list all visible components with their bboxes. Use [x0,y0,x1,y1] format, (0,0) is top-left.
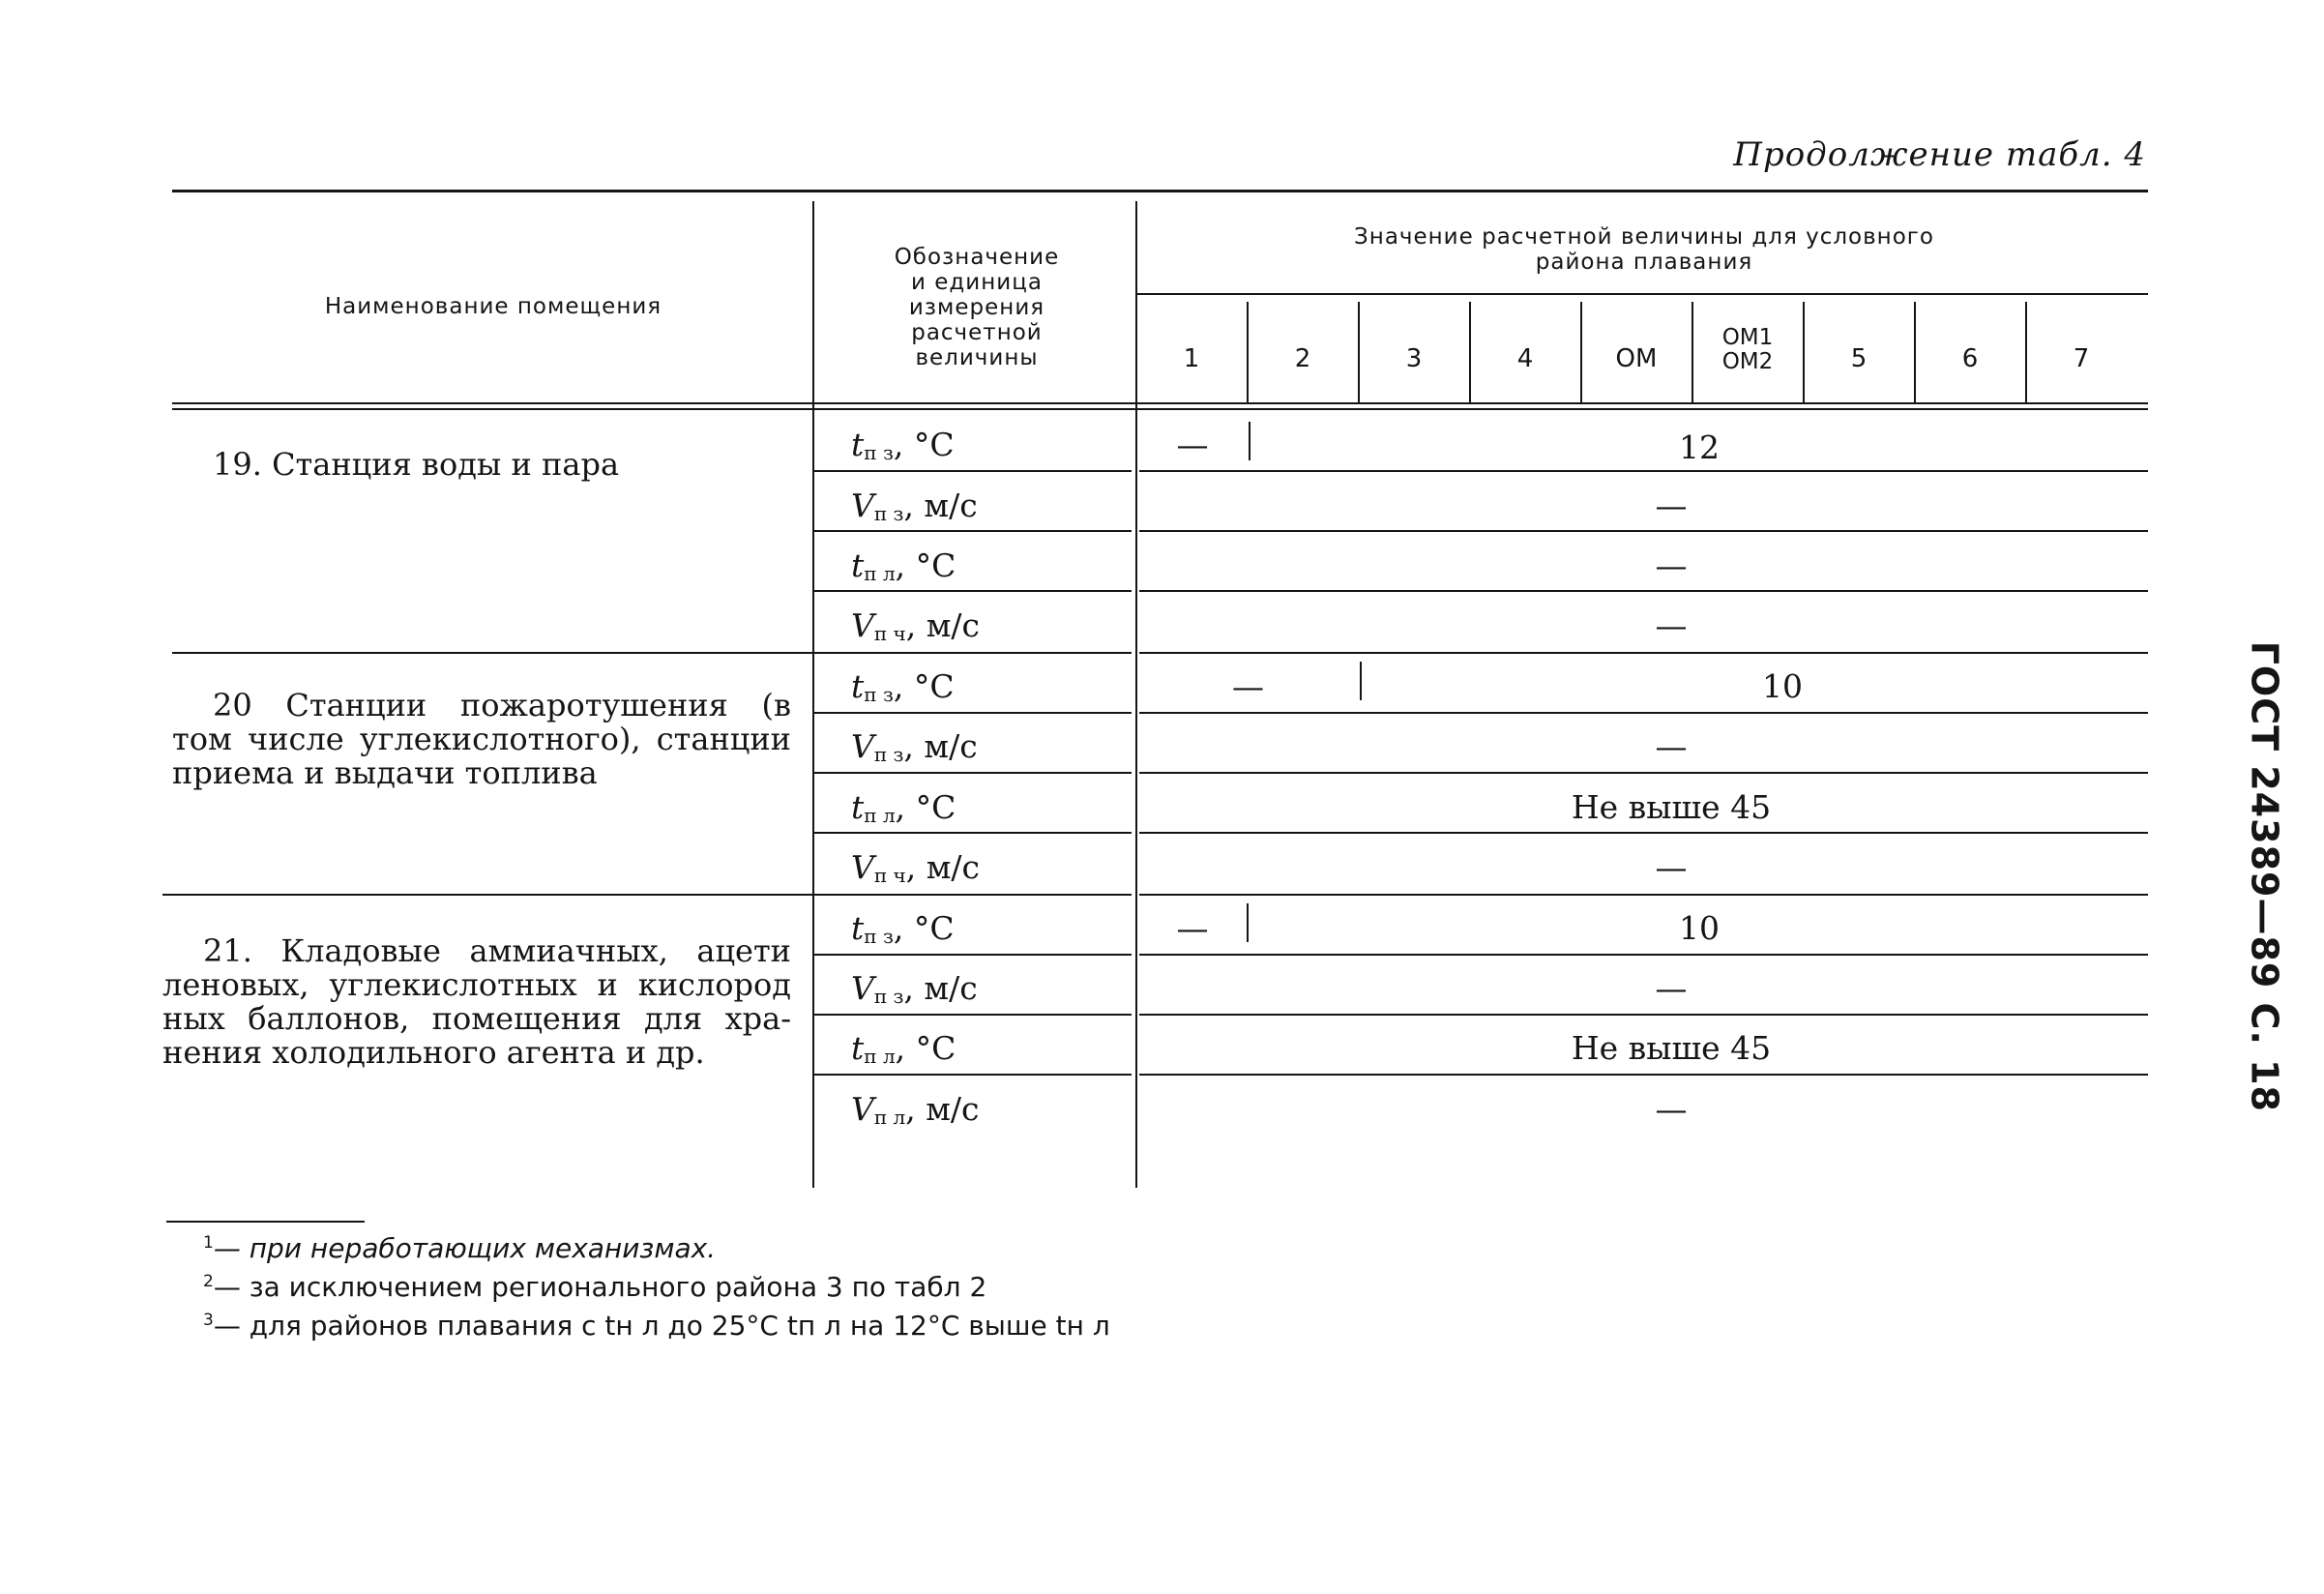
section-name-20 [172,689,791,790]
header-name: Наименование помещения [324,294,662,319]
row-rule [1139,652,2148,654]
header-value-group-line: района плавания [1535,250,1753,275]
row-symbol: $V_{п ч}$, м/с [851,606,981,645]
header-designation-line: расчетной [911,320,1043,345]
row-value: — [1655,848,1688,886]
row-value: — [1655,1090,1688,1128]
footnote: $^2$— за исключением регионального района 3 по табл 2 [203,1271,987,1303]
row-rule [814,1074,1132,1076]
row-rule [1139,832,2148,834]
row-value: — [1655,969,1688,1007]
col-divider-name [812,201,814,1188]
section-name-line: 20 Станции пожаротушения (в [213,687,791,723]
column-number [1692,326,1803,374]
row-rule [1139,772,2148,774]
row-rule [814,894,1132,896]
row-dash: — [1176,426,1209,463]
header-value-group [1141,224,2147,275]
column-number: 3 [1405,344,1423,373]
row-rule [1139,1014,2148,1016]
footnote-rule [166,1221,365,1223]
column-number: 7 [2073,344,2090,373]
row-value: 10 [1679,909,1720,947]
header-value-group-line: Значение расчетной величины для условного [1354,224,1934,250]
row-symbol: $t_{п л}$, °С [851,546,956,585]
row-rule [814,652,1132,654]
row-rule [814,530,1132,532]
section-name-19 [213,448,803,482]
row-value: 10 [1762,667,1803,705]
row-symbol: $V_{п з}$, м/с [851,487,978,525]
section-name-line: 19. Станция воды и пара [213,446,620,483]
section-name-line: ных баллонов, помещения для хра- [162,1000,791,1037]
row-rule [814,470,1132,472]
section-name-line: нения холодильного агента и др. [162,1034,705,1071]
header-bottom-rule-2 [172,408,2148,410]
row-rule [814,954,1132,956]
section-name-line: том числе углекислотного), станции [172,721,791,757]
row-rule [1139,894,2148,896]
header-designation [832,245,1122,370]
row-dash: — [1232,667,1264,705]
side-page-label: ГОСТ 24389—89 С. 18 [2243,640,2285,1112]
row-rule [814,772,1132,774]
row-value: — [1655,546,1688,584]
row-symbol: $t_{п л}$, °С [851,788,956,827]
section-name-line: 21. Кладовые аммиачных, ацети [203,932,791,969]
header-designation-line: величины [915,345,1039,370]
column-number: 5 [1850,344,1868,373]
header-designation-line: Обозначение [894,245,1060,270]
row-value: Не выше 45 [1571,788,1772,826]
section-name-21 [162,934,791,1070]
row-rule [814,712,1132,714]
column-number-line: ОМ2 [1721,349,1774,374]
header-designation-line: измерения [908,295,1045,320]
section-name-line: леновых, углекислотных и кислород [162,966,791,1003]
header-bottom-rule [172,402,2148,404]
table-caption: Продолжение табл. 4 [1733,135,2146,174]
table-top-rule [172,190,2148,192]
footnote: $^1$— при неработающих механизмах. [203,1232,717,1264]
column-number: 2 [1294,344,1311,373]
row-symbol: $V_{п з}$, м/с [851,727,978,766]
row-symbol: $V_{п л}$, м/с [851,1090,980,1129]
section-divider [162,894,812,896]
row-symbol: $t_{п з}$, °С [851,667,955,706]
footnotes [203,1226,1110,1343]
row-symbol: $t_{п л}$, °С [851,1029,956,1068]
row-rule [1139,1074,2148,1076]
column-number: ОМ [1615,344,1658,373]
footnote: $^3$— для районов плавания с tн л до 25°С tп л на 12°С выше tн л [203,1310,1110,1342]
section-name-line: приема и выдачи топлива [172,754,598,791]
value-group-rule [1136,293,2148,295]
row-rule [814,590,1132,592]
row-value: — [1655,487,1688,524]
column-number-line: ОМ1 [1721,325,1774,350]
header-designation-line: и единица [911,270,1043,295]
row-rule [1139,712,2148,714]
row-value: — [1655,727,1688,765]
row-symbol: $t_{п з}$, °С [851,426,955,464]
row-symbol: $t_{п з}$, °С [851,909,955,948]
row-rule [1139,470,2148,472]
row-value: Не выше 45 [1571,1029,1772,1067]
row-symbol: $V_{п ч}$, м/с [851,848,981,887]
section-divider [172,652,812,654]
row-rule [1139,590,2148,592]
row-dash: — [1176,909,1209,947]
row-rule [814,832,1132,834]
cell-separator [1247,903,1249,942]
column-number: 1 [1183,344,1200,373]
column-number: 6 [1961,344,1979,373]
row-value: — [1655,606,1688,644]
row-value: 12 [1679,428,1720,466]
row-symbol: $V_{п з}$, м/с [851,969,978,1008]
column-number: 4 [1516,344,1534,373]
row-rule [1139,530,2148,532]
row-rule [814,1014,1132,1016]
row-rule [1139,954,2148,956]
